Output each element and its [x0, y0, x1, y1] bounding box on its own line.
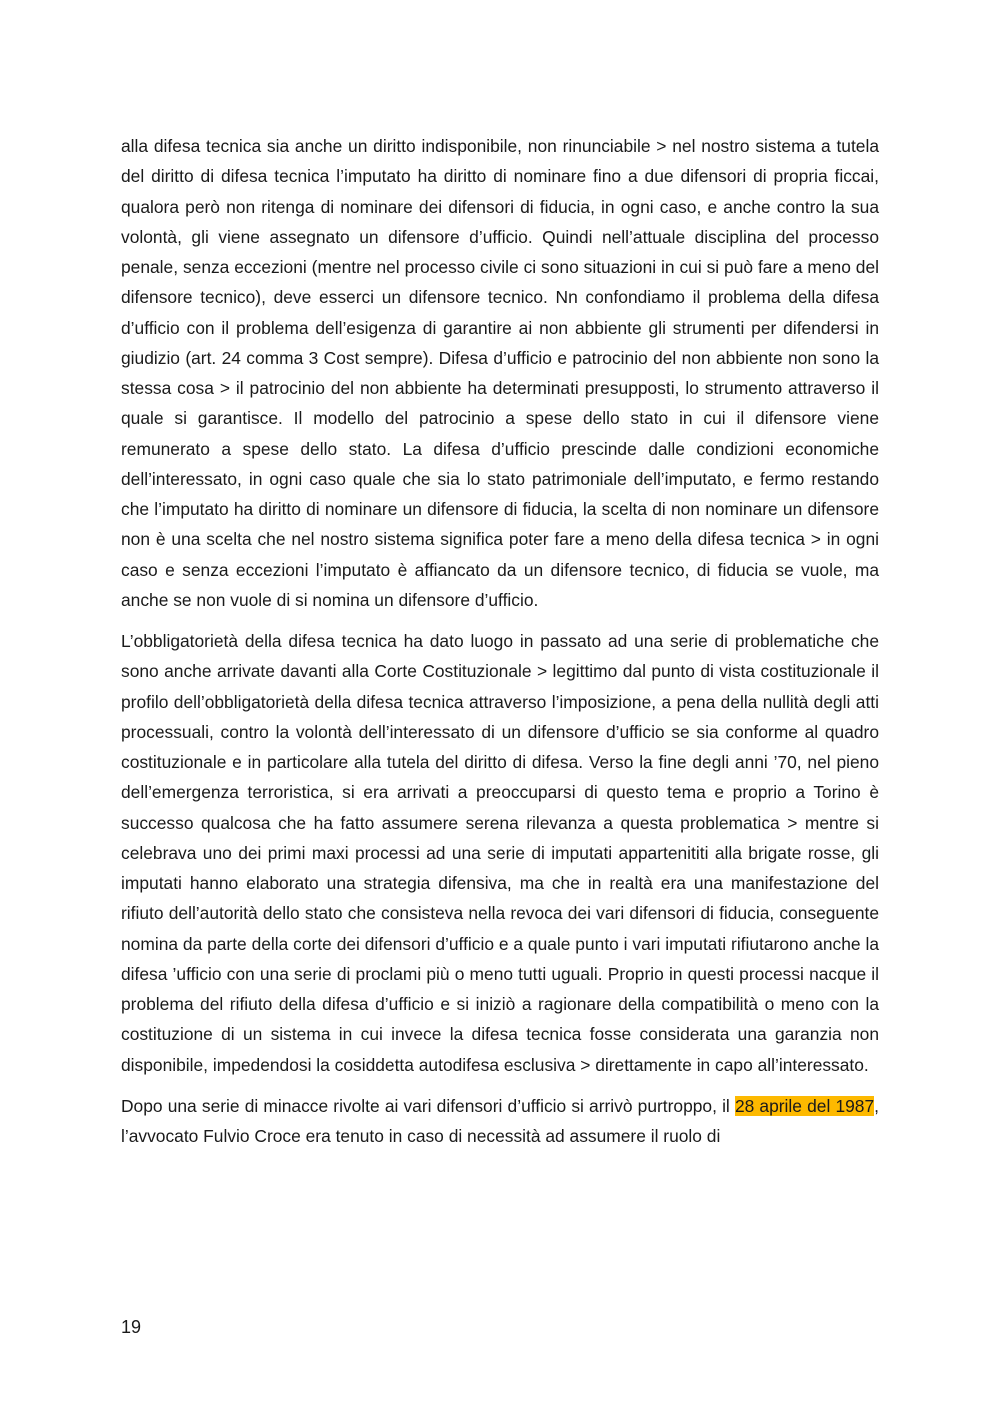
highlighted-date: 28 aprile del 1987: [734, 1095, 875, 1116]
paragraph-2: L’obbligatorietà della difesa tecnica ha dato luogo in passato ad una serie di problematiche che sono anche arrivate davanti alla Corte Costituzionale > legittimo dal punto di vista costituzionale il profilo dell’obbligatorietà della difesa tecnica attraverso l’imposizione, a pena della nullità degli atti processuali, contro la volontà dell’interessato di un difensore d’ufficio se sia conforme al quadro costituzionale e in particolare alla tutela del diritto di difesa. Verso la fine degli anni ’70, nel pieno dell’emergenza terroristica, si era arrivati a preoccuparsi di questo tema e proprio a Torino è successo qualcosa che ha fatto assumere serena rilevanza a questa problematica > mentre si celebrava uno dei primi maxi processi ad una serie di imputati appartenititi alla brigate rosse, gli imputati hanno elaborato una strategia difensiva, ma che in realtà era una manifestazione del rifiuto dell’autorità dello stato che consisteva nella revoca dei vari difensori di fiducia, conseguente nomina da parte della corte dei difensori d’ufficio e a quale punto i vari imputati rifiutarono anche la difesa ’ufficio con una serie di proclami più o meno tutti uguali. Proprio in questi processi nacque il problema del rifiuto della difesa d’ufficio e si iniziò a ragionare della compatibilità o meno con la costituzione di un sistema in cui invece la difesa tecnica fosse considerata una garanzia non disponibile, impedendosi la cosiddetta autodifesa esclusiva > direttamente in capo all’interessato.: [121, 631, 879, 1075]
paragraph-1: alla difesa tecnica sia anche un diritto indisponibile, non rinunciabile > nel nostro sistema a tutela del diritto di difesa tecnica l’imputato ha diritto di nominare fino a due difensori di propria ficcai, qualora però non ritenga di nominare dei difensori di fiducia, in ogni caso, e anche contro la sua volontà, gli viene assegnato un difensore d’ufficio. Quindi nell’attuale disciplina del processo penale, senza eccezioni (mentre nel processo civile ci sono situazioni in cui si può fare a meno del difensore tecnico), deve esserci un difensore tecnico. Nn confondiamo il problema della difesa d’ufficio con il problema dell’esigenza di garantire ai non abbiente gli strumenti per difendersi in giudizio (art. 24 comma 3 Cost sempre). Difesa d’ufficio e patrocinio del non abbiente non sono la stessa cosa > il patrocinio del non abbiente ha determinati presupposti, lo strumento attraverso il quale si garantisce. Il modello del patrocinio a spese dello stato in cui il difensore viene remunerato a spese dello stato. La difesa d’ufficio prescinde dalle condizioni economiche dell’interessato, in ogni caso quale che sia lo stato patrimoniale dell’imputato, e fermo restando che l’imputato ha diritto di nominare un difensore di fiducia, la scelta di non nominare un difensore non è una scelta che nel nostro sistema significa poter fare a meno della difesa tecnica > in ogni caso e senza eccezioni l’imputato è affiancato da un difensore tecnico, di fiducia se vuole, ma anche se non vuole di si nomina un difensore d’ufficio.: [121, 136, 879, 610]
paragraph-3-text-before: Dopo una serie di minacce rivolte ai vari difensori d’ufficio si arrivò purtroppo, il: [121, 1095, 735, 1116]
page-number: 19: [121, 1317, 142, 1337]
paragraph-3: [121, 1091, 879, 1152]
paragraph-3-text-after: , l’avvocato Fulvio Croce era tenuto in caso di necessità ad assumere il ruolo di: [121, 1095, 879, 1146]
document-body: [121, 131, 879, 1162]
